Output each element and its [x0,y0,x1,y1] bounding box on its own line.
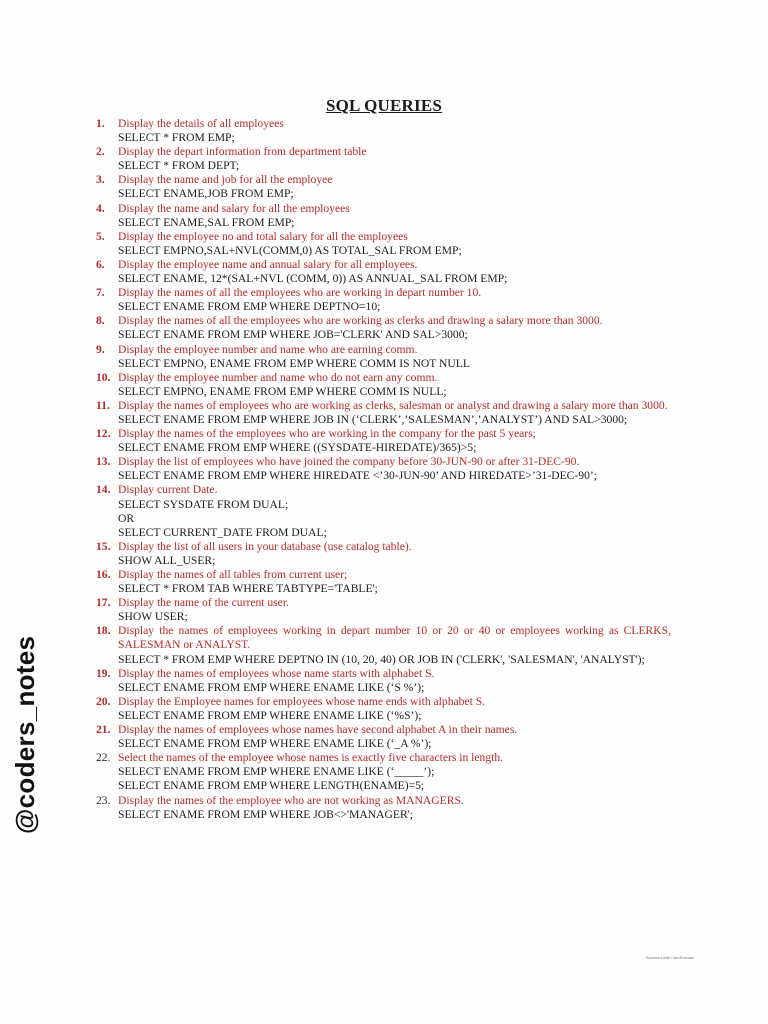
sql-statement: SELECT ENAME FROM EMP WHERE DEPTNO=10; [118,300,381,314]
list-item [96,371,671,399]
sql-statement: SELECT ENAME FROM EMP WHERE ENAME LIKE (‘S %’); [118,680,425,694]
item-number: 11. [96,398,110,412]
item-number: 5. [96,229,105,243]
item-number: 20. [96,694,111,708]
list-item [96,540,671,568]
question-text: Display the details of all employees [118,117,284,130]
item-number: 2. [96,145,105,159]
sql-statement: SELECT ENAME,SAL FROM EMP; [118,215,295,229]
question-text: Display the Employee names for employees whose name ends with alphabet S. [118,694,486,708]
question-text: Display the list of employees who have joined the company before 30-JUN-90 or after 31-DEC-90. [118,455,580,469]
sql-statement: SELECT ENAME FROM EMP WHERE LENGTH(ENAME)=5; [118,779,425,793]
sql-statement: SELECT ENAME,JOB FROM EMP; [118,187,294,201]
query-list [96,117,671,822]
item-number: 23. [96,793,111,807]
question-text: Display the names of all tables from current user; [118,568,348,581]
question-text: Display the names of all the employees who are working in depart number 10. [118,286,482,300]
list-item [96,230,671,258]
question-text: Select the names of the employee whose names is exactly five characters in length. [118,751,504,765]
item-number: 18. [96,624,111,638]
sql-statement: SELECT ENAME FROM EMP WHERE ENAME LIKE (‘%S’); [118,708,422,722]
list-item [96,145,671,173]
question-text: Display the names of all the employees who are working as clerks and drawing a salary more than 3000. [118,314,603,328]
sql-statement: SELECT EMPNO,SAL+NVL(COMM,0) AS TOTAL_SAL FROM EMP; [118,243,462,257]
list-item [96,173,671,201]
sql-statement: SELECT * FROM EMP; [118,131,235,145]
item-number: 12. [96,427,111,441]
list-item [96,723,671,751]
item-number: 17. [96,596,111,610]
item-number: 9. [96,342,105,356]
list-item [96,751,671,793]
sql-statement: SELECT * FROM TAB WHERE TABTYPE='TABLE'; [118,582,378,596]
sql-statement: SELECT ENAME FROM EMP WHERE JOB IN (‘CLERK’,’SALESMAN’,’ANALYST’) AND SAL>3000; [118,412,628,426]
sql-statement: SELECT ENAME FROM EMP WHERE ENAME LIKE (‘_A %’); [118,737,432,751]
item-number: 1. [96,117,105,130]
list-item [96,399,671,427]
list-item [96,794,671,822]
sql-statement: SELECT ENAME FROM EMP WHERE ((SYSDATE-HIREDATE)/365)>5; [118,441,477,455]
item-number: 6. [96,257,105,271]
question-text: Display the names of employees whose name starts with alphabet S. [118,666,435,680]
list-item [96,286,671,314]
question-text: Display current Date. [118,483,218,497]
item-number: 3. [96,173,105,187]
item-number: 14. [96,483,111,497]
question-text: Display the employee number and name who are earning comm. [118,342,418,356]
question-text: Display the name and salary for all the employees [118,201,350,215]
list-item [96,568,671,596]
sql-statement: OR [118,511,135,525]
question-text: Display the employee number and name who do not earn any comm. [118,370,438,384]
question-text: Display the names of employees working in depart number 10 or 20 or 40 or employees working as CLERKS, SALESMAN or ANALYST. [118,624,671,652]
list-item [96,596,671,624]
sql-statement: SELECT ENAME FROM EMP WHERE HIREDATE <’30-JUN-90’ AND HIREDATE>’31-DEC-90’; [118,469,597,483]
question-text: Display the list of all users in your database (use catalog table). [118,539,412,553]
item-number: 8. [96,314,105,328]
list-item [96,455,671,483]
question-text: Display the depart information from department table [118,145,367,159]
sql-statement: SHOW USER; [118,610,188,624]
watermark: @coders_notes [10,635,40,834]
question-text: Display the names of the employees who are working in the company for the past 5 years; [118,427,536,441]
list-item [96,483,671,539]
sql-statement: SELECT SYSDATE FROM DUAL; [118,497,289,511]
sql-statement: SELECT * FROM DEPT; [118,159,240,173]
question-text: Display the name and job for all the employee [118,173,333,187]
sql-statement: SHOW ALL_USER; [118,553,216,567]
question-text: Display the names of employees who are working as clerks, salesman or analyst and drawing a salary more than 3000. [118,398,668,412]
list-item [96,427,671,455]
item-number: 16. [96,568,111,581]
list-item [96,343,671,371]
question-text: Display the name of the current user. [118,596,289,610]
sql-statement: SELECT ENAME, 12*(SAL+NVL (COMM, 0)) AS ANNUAL_SAL FROM EMP; [118,272,508,286]
item-number: 19. [96,666,111,680]
page-title: SQL QUERIES [325,96,443,115]
sql-statement: SELECT ENAME FROM EMP WHERE JOB='CLERK' AND SAL>3000; [118,328,468,342]
list-item [96,624,671,666]
list-item [96,695,671,723]
item-number: 7. [96,286,105,300]
sql-statement: SELECT CURRENT_DATE FROM DUAL; [118,525,327,539]
item-number: 21. [96,723,111,737]
item-number: 13. [96,455,111,469]
item-number: 10. [96,370,111,384]
sql-statement: SELECT * FROM EMP WHERE DEPTNO IN (10, 20, 40) OR JOB IN ('CLERK', 'SALESMAN', 'ANALYST'); [118,652,645,666]
list-item [96,667,671,695]
item-number: 15. [96,539,111,553]
list-item [96,202,671,230]
question-text: Display the employee no and total salary for all the employees [118,229,408,243]
list-item [96,314,671,342]
question-text: Display the names of the employee who are not working as MANAGERS. [118,793,464,807]
sql-statement: SELECT EMPNO, ENAME FROM EMP WHERE COMM IS NOT NULL [118,356,470,370]
list-item [96,258,671,286]
sql-statement: SELECT ENAME FROM EMP WHERE JOB<>'MANAGER'; [118,807,413,821]
sql-statement: SELECT EMPNO, ENAME FROM EMP WHERE COMM IS NULL; [118,384,447,398]
item-number: 22. [96,751,111,765]
question-text: Display the names of employees whose names have second alphabet A in their names. [118,723,518,737]
sql-statement: SELECT ENAME FROM EMP WHERE ENAME LIKE (‘_____’); [118,765,435,779]
list-item [96,117,671,145]
item-number: 4. [96,201,105,215]
scan-mark: Scanned with CamScanner [646,955,695,960]
question-text: Display the employee name and annual salary for all employees. [118,257,418,271]
